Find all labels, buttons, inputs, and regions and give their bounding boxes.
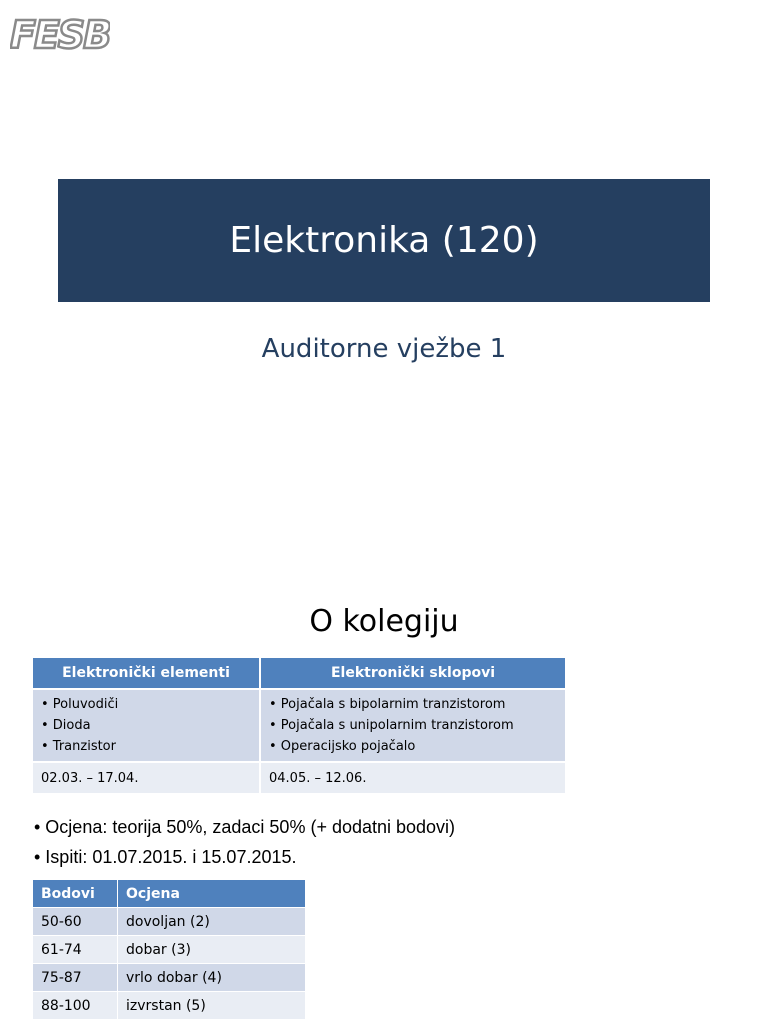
table-row <box>33 762 565 793</box>
fesb-logo <box>10 12 110 56</box>
topic-item: • Poluvodiči <box>41 697 119 712</box>
table-row <box>33 908 305 936</box>
table-row <box>33 992 305 1020</box>
topics-cell-circuits <box>260 689 565 762</box>
grade-cell: dobar (3) <box>118 936 306 964</box>
topic-item: • Pojačala s bipolarnim tranzistorom <box>269 697 506 712</box>
topic-item: • Tranzistor <box>41 739 116 754</box>
topics-cell-elements <box>33 689 260 762</box>
grade-header-points: Bodovi <box>33 880 118 908</box>
grade-table <box>33 880 305 1019</box>
exams-bullet: • Ispiti: 01.07.2015. i 15.07.2015. <box>34 847 297 867</box>
grading-bullet: • Ocjena: teorija 50%, zadaci 50% (+ dodatni bodovi) <box>34 817 456 837</box>
grade-cell: izvrstan (5) <box>118 992 306 1020</box>
date-range-circuits: 04.05. – 12.06. <box>260 762 565 793</box>
date-range-elements: 02.03. – 17.04. <box>33 762 260 793</box>
topic-item: • Operacijsko pojačalo <box>269 739 416 754</box>
page-subtitle: Auditorne vježbe 1 <box>261 334 507 364</box>
grade-cell: vrlo dobar (4) <box>118 964 306 992</box>
topic-item: • Dioda <box>41 718 91 733</box>
points-cell: 88-100 <box>33 992 118 1020</box>
table-row <box>33 936 305 964</box>
grade-cell: dovoljan (2) <box>118 908 306 936</box>
points-cell: 75-87 <box>33 964 118 992</box>
course-header-elements: Elektronički elementi <box>33 658 260 689</box>
grade-header-grade: Ocjena <box>118 880 306 908</box>
topic-item: • Pojačala s unipolarnim tranzistorom <box>269 718 514 733</box>
info-bullets <box>34 812 455 872</box>
course-table <box>33 658 565 793</box>
logo-text: FESB <box>10 13 110 56</box>
table-row <box>33 689 565 762</box>
course-header-circuits: Elektronički sklopovi <box>260 658 565 689</box>
section-title: O kolegiju <box>309 604 459 639</box>
title-banner <box>58 179 710 302</box>
table-row <box>33 964 305 992</box>
page-title: Elektronika (120) <box>229 220 539 261</box>
points-cell: 61-74 <box>33 936 118 964</box>
points-cell: 50-60 <box>33 908 118 936</box>
